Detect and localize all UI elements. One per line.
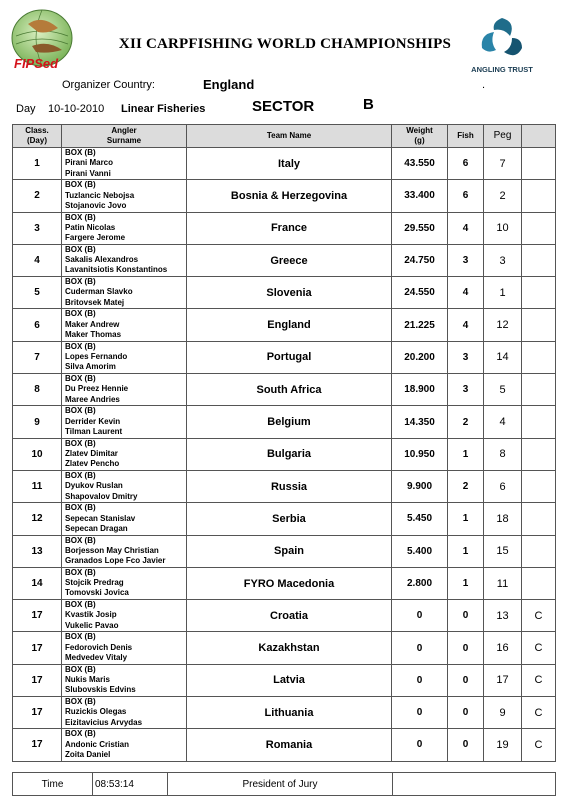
table-row [13,438,556,470]
weight-cell: 43.550 [392,148,448,180]
angler-name-1: Nukis Maris [65,675,110,685]
weight-cell: 20.200 [392,341,448,373]
angler-name-1: Stojcik Predrag [65,578,124,588]
angler-name-2: Pirani Vanni [65,168,111,178]
fish-cell: 2 [448,470,484,502]
angler-name-1: Derrider Kevin [65,416,121,426]
angler-cell [62,309,187,341]
box-label: BOX (B) [65,244,96,254]
angler-cell [62,470,187,502]
sector-label: SECTOR [252,98,315,115]
time-value: 08:53:14 [93,773,168,796]
organizer-value: England [203,77,255,92]
venue-name: Linear Fisheries [121,103,206,115]
class-cell: 3 [13,212,62,244]
peg-cell: 17 [484,664,522,696]
fish-cell: 0 [448,600,484,632]
status-mark-cell [522,309,556,341]
angler-cell [62,632,187,664]
class-cell: 12 [13,503,62,535]
team-cell: Bosnia & Herzegovina [187,180,392,212]
weight-cell: 21.225 [392,309,448,341]
angler-cell [62,664,187,696]
angler-cell [62,341,187,373]
angler-name-1: Cuderman Slavko [65,287,133,297]
box-label: BOX (B) [65,277,96,287]
team-cell: Romania [187,729,392,761]
class-cell: 2 [13,180,62,212]
class-cell: 9 [13,406,62,438]
angler-cell [62,729,187,761]
angler-name-2: Shapovalov Dmitry [65,491,138,501]
team-cell: Portugal [187,341,392,373]
class-cell: 1 [13,148,62,180]
peg-cell: 11 [484,567,522,599]
weight-cell: 0 [392,664,448,696]
fish-cell: 3 [448,374,484,406]
weight-cell: 0 [392,729,448,761]
fipsed-logo [8,6,82,74]
weight-cell: 9.900 [392,470,448,502]
col-angler-line2: Surname [106,136,142,145]
angling-trust-logo [470,14,534,78]
status-mark-cell [522,567,556,599]
team-cell: Croatia [187,600,392,632]
angling-trust-logo-text: ANGLING TRUST [471,65,533,74]
col-class [13,125,62,148]
angler-name-2: Zlatev Pencho [65,459,120,469]
peg-cell: 7 [484,148,522,180]
class-cell: 6 [13,309,62,341]
class-cell: 17 [13,632,62,664]
organizer-label: Organizer Country: [62,79,155,91]
fish-cell: 0 [448,664,484,696]
angler-name-1: Dyukov Ruslan [65,481,123,491]
angler-name-1: Zlatev Dimitar [65,448,118,458]
president-of-jury-label: President of Jury [168,773,393,796]
box-label: BOX (B) [65,470,96,480]
team-cell: FYRO Macedonia [187,567,392,599]
footer-table [12,772,556,796]
angler-name-2: Tilman Laurent [65,426,123,436]
status-mark-cell [522,503,556,535]
status-mark-cell: C [522,664,556,696]
box-label: BOX (B) [65,341,96,351]
peg-cell: 19 [484,729,522,761]
table-row [13,180,556,212]
signature-field [393,773,556,796]
angler-name-1: Fedorovich Denis [65,642,133,652]
status-mark-cell: C [522,632,556,664]
team-cell: Spain [187,535,392,567]
team-cell: Lithuania [187,697,392,729]
angler-name-2: Sepecan Dragan [65,523,128,533]
angler-name-1: Sepecan Stanislav [65,513,136,523]
angler-cell [62,438,187,470]
box-label: BOX (B) [65,212,96,222]
angler-name-1: Du Preez Hennie [65,384,129,394]
fish-cell: 3 [448,244,484,276]
angler-name-2: Granados Lope Fco Javier [65,556,166,566]
status-mark-cell [522,341,556,373]
weight-cell: 14.350 [392,406,448,438]
team-cell: Latvia [187,664,392,696]
fish-cell: 1 [448,567,484,599]
box-label: BOX (B) [65,600,96,610]
angler-cell [62,244,187,276]
col-weight-line2: (g) [414,136,425,145]
status-mark-cell [522,438,556,470]
class-cell: 13 [13,535,62,567]
weight-cell: 0 [392,600,448,632]
time-label: Time [13,773,93,796]
box-label: BOX (B) [65,697,96,707]
weight-cell: 5.450 [392,503,448,535]
angler-name-2: Maker Thomas [65,330,122,340]
box-label: BOX (B) [65,406,96,416]
status-mark-cell [522,180,556,212]
peg-cell: 13 [484,600,522,632]
status-mark-cell [522,406,556,438]
col-class-line2: (Day) [26,136,47,145]
status-mark-cell [522,244,556,276]
col-extra [522,125,556,148]
day-label: Day [16,103,36,115]
col-angler [62,125,187,148]
weight-cell: 0 [392,632,448,664]
fish-cell: 0 [448,632,484,664]
table-row [13,470,556,502]
fish-cell: 4 [448,212,484,244]
angler-name-2: Fargere Jerome [65,233,126,243]
status-mark-cell [522,148,556,180]
team-cell: Serbia [187,503,392,535]
table-row [13,148,556,180]
col-weight-line1: Weight [406,126,433,135]
table-row [13,374,556,406]
peg-cell: 9 [484,697,522,729]
col-class-line1: Class. [25,126,49,135]
status-mark-cell [522,277,556,309]
box-label: BOX (B) [65,729,96,739]
weight-cell: 10.950 [392,438,448,470]
box-label: BOX (B) [65,664,96,674]
table-row [13,244,556,276]
box-label: BOX (B) [65,309,96,319]
team-cell: South Africa [187,374,392,406]
table-header-row [13,125,556,148]
table-row [13,212,556,244]
peg-cell: 1 [484,277,522,309]
angler-name-2: Lavanitsiotis Konstantinos [65,265,168,275]
peg-cell: 15 [484,535,522,567]
box-label: BOX (B) [65,438,96,448]
class-cell: 11 [13,470,62,502]
fish-cell: 6 [448,180,484,212]
angler-name-1: Patin Nicolas [65,222,116,232]
peg-cell: 3 [484,244,522,276]
col-team: Team Name [187,125,392,148]
angler-name-1: Tuzlancic Nebojsa [65,190,135,200]
status-mark-cell [522,212,556,244]
weight-cell: 5.400 [392,535,448,567]
table-row [13,664,556,696]
fish-cell: 0 [448,729,484,761]
fish-cell: 1 [448,503,484,535]
box-label: BOX (B) [65,148,96,157]
organizer-trailing-dot: . [482,79,486,91]
status-mark-cell [522,374,556,406]
peg-cell: 10 [484,212,522,244]
angler-cell [62,277,187,309]
weight-cell: 24.550 [392,277,448,309]
table-row [13,567,556,599]
table-row [13,277,556,309]
status-mark-cell [522,535,556,567]
team-cell: England [187,309,392,341]
fish-cell: 4 [448,309,484,341]
table-row [13,406,556,438]
peg-cell: 8 [484,438,522,470]
class-cell: 14 [13,567,62,599]
sector-value: B [363,96,374,113]
peg-cell: 14 [484,341,522,373]
angler-cell [62,212,187,244]
angler-name-1: Sakalis Alexandros [65,255,139,265]
weight-cell: 24.750 [392,244,448,276]
angler-cell [62,148,187,180]
table-row [13,503,556,535]
status-mark-cell: C [522,600,556,632]
status-mark-cell [522,470,556,502]
angler-cell [62,180,187,212]
class-cell: 17 [13,697,62,729]
table-row [13,632,556,664]
angler-name-2: Britovsek Matej [65,297,125,307]
angler-cell [62,535,187,567]
class-cell: 17 [13,729,62,761]
box-label: BOX (B) [65,374,96,384]
angler-name-1: Lopes Fernando [65,352,128,362]
box-label: BOX (B) [65,567,96,577]
box-label: BOX (B) [65,180,96,190]
table-row [13,341,556,373]
peg-cell: 12 [484,309,522,341]
angler-cell [62,374,187,406]
peg-cell: 18 [484,503,522,535]
class-cell: 10 [13,438,62,470]
team-cell: Belgium [187,406,392,438]
peg-cell: 4 [484,406,522,438]
fish-cell: 6 [448,148,484,180]
fish-cell: 1 [448,535,484,567]
class-cell: 5 [13,277,62,309]
team-cell: Bulgaria [187,438,392,470]
fipsed-logo-text: FIPSed [14,56,59,71]
table-row [13,697,556,729]
status-mark-cell: C [522,697,556,729]
team-cell: Kazakhstan [187,632,392,664]
fish-cell: 3 [448,341,484,373]
angler-name-2: Zoita Daniel [65,749,111,759]
fish-cell: 0 [448,697,484,729]
class-cell: 7 [13,341,62,373]
peg-cell: 16 [484,632,522,664]
team-cell: Russia [187,470,392,502]
team-cell: Italy [187,148,392,180]
col-fish: Fish [448,125,484,148]
weight-cell: 29.550 [392,212,448,244]
peg-cell: 6 [484,470,522,502]
weight-cell: 18.900 [392,374,448,406]
angler-cell [62,406,187,438]
day-value: 10-10-2010 [48,103,105,115]
angler-cell [62,600,187,632]
fish-cell: 1 [448,438,484,470]
col-peg: Peg [484,125,522,148]
table-row [13,600,556,632]
angler-cell [62,567,187,599]
angler-name-1: Kvastik Josip [65,610,117,620]
table-row [13,309,556,341]
angler-name-2: Medvedev Vitaly [65,653,128,663]
angler-name-2: Slubovskis Edvins [65,685,136,695]
angler-cell [62,697,187,729]
team-cell: France [187,212,392,244]
page-title: XII CARPFISHING WORLD CHAMPIONSHIPS [118,36,452,52]
angler-name-2: Stojanovic Jovo [65,200,127,210]
angler-name-2: Eizitavicius Arvydas [65,717,143,727]
class-cell: 17 [13,600,62,632]
angler-name-2: Vukelic Pavao [65,620,119,630]
angler-name-1: Andonic Cristian [65,739,130,749]
results-table [12,124,556,762]
angler-name-1: Maker Andrew [65,319,120,329]
team-cell: Greece [187,244,392,276]
class-cell: 17 [13,664,62,696]
table-row [13,729,556,761]
angler-cell [62,503,187,535]
class-cell: 4 [13,244,62,276]
weight-cell: 0 [392,697,448,729]
col-weight [392,125,448,148]
angler-name-1: Pirani Marco [65,158,114,168]
table-row [13,535,556,567]
box-label: BOX (B) [65,503,96,513]
box-label: BOX (B) [65,632,96,642]
fish-cell: 4 [448,277,484,309]
peg-cell: 2 [484,180,522,212]
weight-cell: 33.400 [392,180,448,212]
angler-name-1: Ruzickis Olegas [65,707,127,717]
peg-cell: 5 [484,374,522,406]
team-cell: Slovenia [187,277,392,309]
angler-name-2: Maree Andries [65,394,120,404]
box-label: BOX (B) [65,535,96,545]
weight-cell: 2.800 [392,567,448,599]
angler-name-1: Borjesson May Christian [65,545,159,555]
angler-name-2: Silva Amorim [65,362,116,372]
angler-name-2: Tomovski Jovica [65,588,129,598]
class-cell: 8 [13,374,62,406]
col-angler-line1: Angler [111,126,137,135]
fish-cell: 2 [448,406,484,438]
status-mark-cell: C [522,729,556,761]
